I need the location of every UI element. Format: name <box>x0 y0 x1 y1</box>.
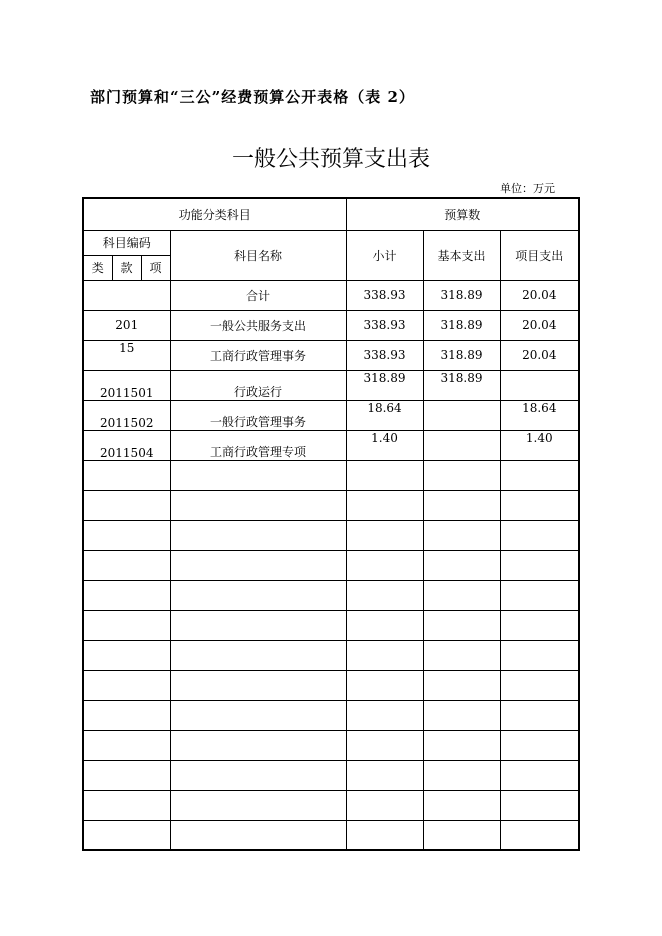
project-cell <box>500 370 579 400</box>
empty-cell <box>83 580 170 610</box>
basic-cell: 318.89 <box>423 370 500 400</box>
empty-cell <box>500 580 579 610</box>
name-cell: 合计 <box>170 280 346 310</box>
header-name: 科目名称 <box>170 230 346 280</box>
name-cell: 一般公共服务支出 <box>170 310 346 340</box>
document-heading: 部门预算和“三公”经费预算公开表格（表 2） <box>90 88 415 106</box>
subtotal-cell: 338.93 <box>346 280 423 310</box>
header-project: 项目支出 <box>500 230 579 280</box>
empty-cell <box>346 610 423 640</box>
empty-cell <box>83 670 170 700</box>
empty-row <box>83 580 579 610</box>
project-cell: 20.04 <box>500 280 579 310</box>
expenditure-table <box>82 197 580 851</box>
subtotal-cell: 318.89 <box>346 370 423 400</box>
code-cell <box>83 280 170 310</box>
header-xiang: 项 <box>141 255 170 280</box>
empty-cell <box>346 520 423 550</box>
empty-row <box>83 520 579 550</box>
empty-cell <box>423 670 500 700</box>
empty-cell <box>170 610 346 640</box>
subtotal-cell: 1.40 <box>346 430 423 460</box>
empty-cell <box>83 730 170 760</box>
empty-cell <box>170 520 346 550</box>
empty-cell <box>170 820 346 850</box>
empty-cell <box>500 550 579 580</box>
empty-cell <box>170 640 346 670</box>
empty-cell <box>346 790 423 820</box>
empty-cell <box>170 580 346 610</box>
project-cell: 1.40 <box>500 430 579 460</box>
empty-cell <box>170 670 346 700</box>
empty-cell <box>83 520 170 550</box>
project-cell: 20.04 <box>500 310 579 340</box>
name-cell: 工商行政管理事务 <box>170 340 346 370</box>
empty-cell <box>500 730 579 760</box>
empty-cell <box>423 760 500 790</box>
empty-cell <box>170 730 346 760</box>
empty-cell <box>346 730 423 760</box>
empty-row <box>83 760 579 790</box>
empty-cell <box>83 550 170 580</box>
header-functional: 功能分类科目 <box>83 198 346 230</box>
empty-cell <box>83 640 170 670</box>
empty-cell <box>500 790 579 820</box>
subtotal-cell: 18.64 <box>346 400 423 430</box>
empty-cell <box>346 670 423 700</box>
empty-cell <box>500 460 579 490</box>
empty-cell <box>83 700 170 730</box>
empty-cell <box>423 550 500 580</box>
empty-cell <box>346 550 423 580</box>
name-cell: 行政运行 <box>170 370 346 400</box>
empty-cell <box>346 460 423 490</box>
empty-cell <box>500 760 579 790</box>
header-budget: 预算数 <box>346 198 579 230</box>
empty-cell <box>346 820 423 850</box>
empty-row <box>83 790 579 820</box>
basic-cell: 318.89 <box>423 340 500 370</box>
empty-row <box>83 460 579 490</box>
basic-cell: 318.89 <box>423 310 500 340</box>
subtotal-cell: 338.93 <box>346 310 423 340</box>
empty-cell <box>423 640 500 670</box>
empty-cell <box>346 760 423 790</box>
project-cell: 18.64 <box>500 400 579 430</box>
empty-row <box>83 670 579 700</box>
empty-cell <box>500 490 579 520</box>
code-cell: 2011501 <box>83 370 170 400</box>
empty-cell <box>83 820 170 850</box>
empty-cell <box>423 520 500 550</box>
empty-cell <box>423 580 500 610</box>
table-row <box>83 400 579 430</box>
code-cell: 2011502 <box>83 400 170 430</box>
header-code: 科目编码 <box>83 230 170 255</box>
basic-cell: 318.89 <box>423 280 500 310</box>
table-row <box>83 280 579 310</box>
empty-cell <box>170 460 346 490</box>
empty-cell <box>346 700 423 730</box>
empty-row <box>83 730 579 760</box>
empty-cell <box>423 700 500 730</box>
empty-cell <box>83 610 170 640</box>
header-basic: 基本支出 <box>423 230 500 280</box>
empty-cell <box>170 790 346 820</box>
empty-row <box>83 490 579 520</box>
empty-cell <box>500 700 579 730</box>
table-row <box>83 370 579 400</box>
name-cell: 工商行政管理专项 <box>170 430 346 460</box>
project-cell: 20.04 <box>500 340 579 370</box>
subtotal-cell: 338.93 <box>346 340 423 370</box>
empty-cell <box>423 820 500 850</box>
basic-cell <box>423 430 500 460</box>
code-cell: 201 <box>83 310 170 340</box>
empty-row <box>83 820 579 850</box>
empty-cell <box>346 580 423 610</box>
empty-cell <box>346 490 423 520</box>
empty-cell <box>423 460 500 490</box>
basic-cell <box>423 400 500 430</box>
header-row-2 <box>83 230 579 255</box>
empty-cell <box>423 610 500 640</box>
empty-cell <box>83 760 170 790</box>
empty-row <box>83 610 579 640</box>
empty-cell <box>83 460 170 490</box>
empty-cell <box>83 790 170 820</box>
header-kuan: 款 <box>112 255 141 280</box>
header-lei: 类 <box>83 255 112 280</box>
empty-cell <box>500 520 579 550</box>
empty-cell <box>83 490 170 520</box>
page-title: 一般公共预算支出表 <box>231 147 430 172</box>
empty-cell <box>423 790 500 820</box>
empty-cell <box>346 640 423 670</box>
empty-row <box>83 640 579 670</box>
empty-cell <box>500 670 579 700</box>
table-row <box>83 430 579 460</box>
empty-cell <box>170 550 346 580</box>
empty-row <box>83 550 579 580</box>
empty-cell <box>423 490 500 520</box>
empty-cell <box>170 490 346 520</box>
empty-cell <box>500 610 579 640</box>
empty-cell <box>170 760 346 790</box>
empty-cell <box>500 820 579 850</box>
empty-row <box>83 700 579 730</box>
name-cell: 一般行政管理事务 <box>170 400 346 430</box>
empty-cell <box>423 730 500 760</box>
code-cell: 15 <box>83 340 170 370</box>
header-row-1 <box>83 198 579 230</box>
unit-label: 单位：万元 <box>500 182 555 195</box>
code-cell: 2011504 <box>83 430 170 460</box>
empty-cell <box>500 640 579 670</box>
table-row <box>83 340 579 370</box>
header-subtotal: 小计 <box>346 230 423 280</box>
empty-cell <box>170 700 346 730</box>
table-row <box>83 310 579 340</box>
